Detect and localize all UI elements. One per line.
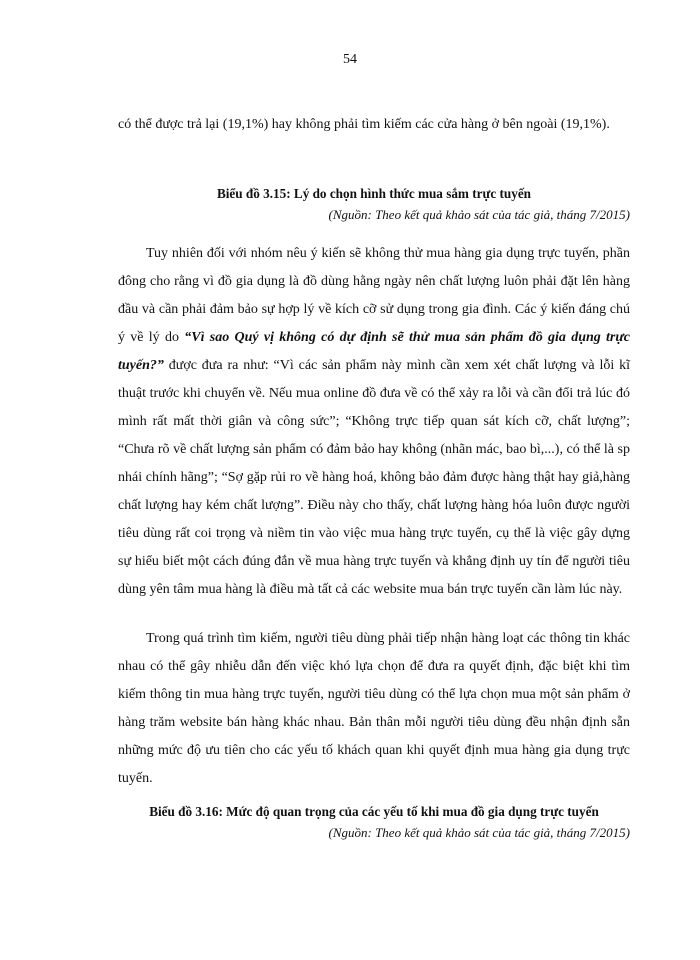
paragraph-3: Trong quá trình tìm kiếm, người tiêu dùng phải tiếp nhận hàng loạt các thông tin khác nhau có thể gây nhiễu dẫn đến việc khó lựa chọn để đưa ra quyết định, đặc biệt khi tìm kiếm thông tin mua hàng trực tuyến, người tiêu dùng có thể lựa chọn mua một sản phẩm ở hàng trăm website bán hàng khác nhau. Bản thân mỗi người tiêu dùng đều nhận định sẵn những mức độ ưu tiên cho các yếu tố khách quan khi quyết định mua hàng gia dụng trực tuyến. bbox=[118, 631, 630, 786]
figure-3-16-title: Mức độ quan trọng của các yếu tố khi mua đồ gia dụng trực tuyến bbox=[222, 804, 599, 819]
figure-3-15-source: (Nguồn: Theo kết quả khảo sát của tác giả, tháng 7/2015) bbox=[328, 207, 630, 222]
survey-question: “Vì sao Quý vị không có dự định sẽ thử mua sản phẩm đồ gia dụng trực tuyến?” bbox=[118, 330, 630, 373]
figure-3-15-title: Lý do chọn hình thức mua sắm trực tuyến bbox=[290, 186, 532, 201]
figure-3-16-source: (Nguồn: Theo kết quả khảo sát của tác giả, tháng 7/2015) bbox=[328, 825, 630, 840]
paragraph-2-block bbox=[118, 240, 630, 604]
figure-3-16-caption-block bbox=[118, 804, 630, 841]
intro-paragraph-block bbox=[118, 111, 630, 139]
figure-3-15-caption-block bbox=[118, 186, 630, 223]
page-number: 54 bbox=[343, 52, 357, 67]
figure-3-16-label: Biểu đồ 3.16: bbox=[149, 804, 223, 819]
paragraph-2-part2: được đưa ra như: “Vì các sản phẩm này mình cần xem xét chất lượng và lỗi kĩ thuật trước khi chuyển về. Nếu mua online đồ đưa về có thể xảy ra lỗi và cần đổi trả lúc đó mình rất mất thời giân và công sức”; “Không trực tiếp quan sát kích cỡ, chất lượng”; “Chưa rõ về chất lượng sản phẩm có đảm bảo hay không (nhãn mác, bao bì,...), có thể là sp nhái chính hãng”; “Sợ gặp rủi ro về hàng hoá, không bảo đảm được hàng thật hay giả,hàng chất lượng hay kém chất lượng”. Điều này cho thấy, chất lượng hàng hóa luôn được người tiêu dùng rất coi trọng và niềm tin vào việc mua hàng trực tuyến, cụ thể là việc gây dựng sự hiểu biết một cách đúng đắn về mua hàng trực tuyến và khẳng định uy tín để người tiêu dùng yên tâm mua hàng là điều mà tất cả các website mua bán trực tuyến cần làm lúc này. bbox=[118, 358, 630, 597]
figure-3-16-caption bbox=[118, 804, 630, 820]
paragraph-2 bbox=[118, 240, 630, 604]
intro-paragraph: có thể được trả lại (19,1%) hay không phải tìm kiếm các cửa hàng ở bên ngoài (19,1%). bbox=[118, 117, 610, 132]
paragraph-2-part1: Tuy nhiên đối với nhóm nêu ý kiến sẽ không thử mua hàng gia dụng trực tuyến, phần đông cho rằng vì đồ gia dụng là đồ dùng hằng ngày nên chất lượng luôn phải đặt lên hàng đầu và cần phải đảm bảo sự hợp lý về kích cỡ sử dụng trong gia đình. Các ý kiến đáng chú ý về lý do bbox=[118, 246, 630, 345]
paragraph-3-block bbox=[118, 625, 630, 793]
figure-3-15-label: Biểu đồ 3.15: bbox=[216, 186, 291, 201]
figure-3-15-caption bbox=[118, 186, 630, 202]
